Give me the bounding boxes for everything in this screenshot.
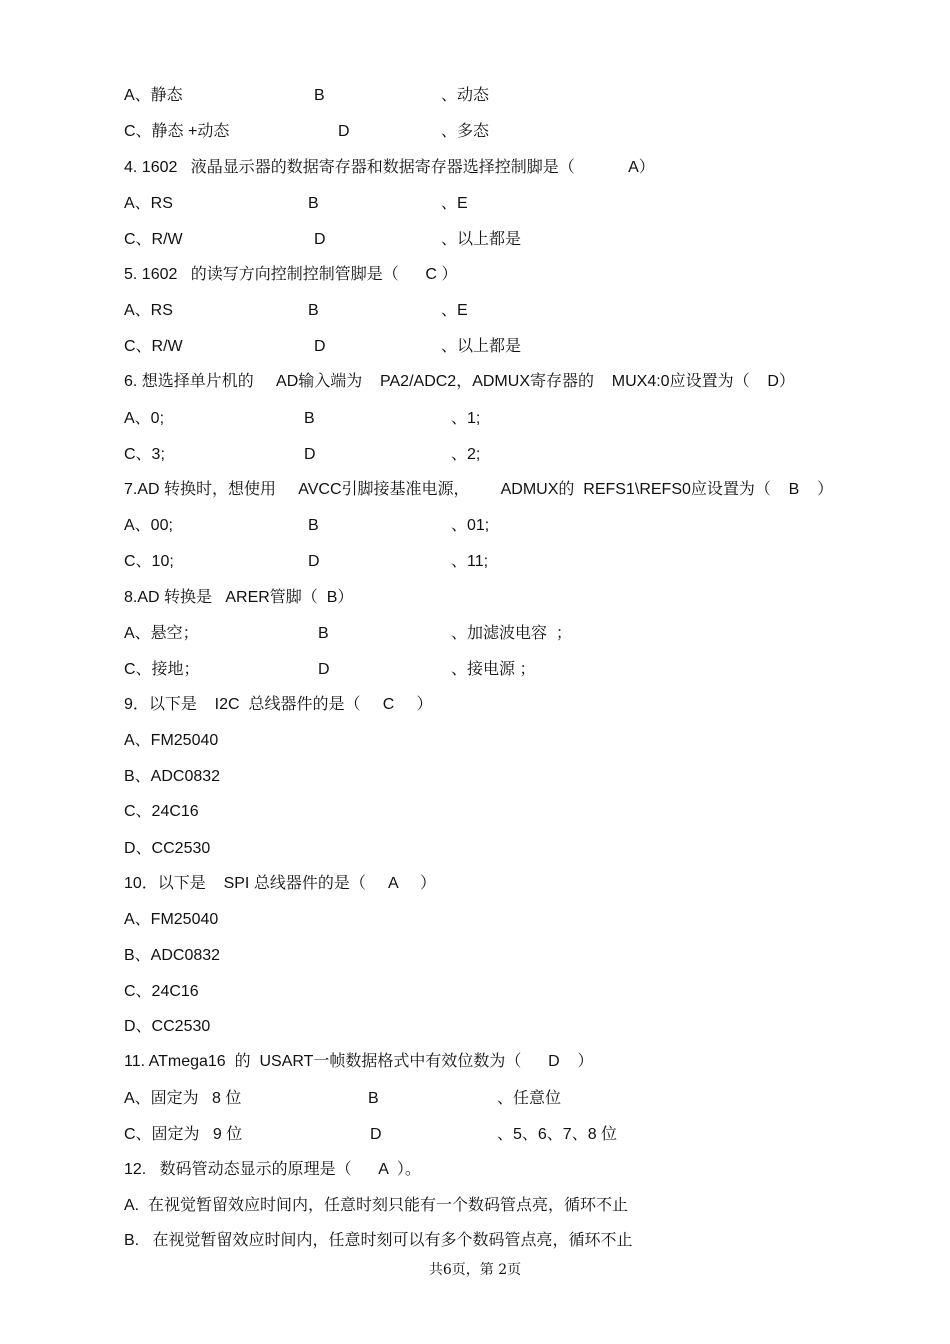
answer-option-letter: B [314, 87, 325, 104]
answer-option: A、悬空； [124, 625, 199, 642]
answer-option: 、1; [451, 410, 481, 427]
answer-option: 、5、6、7、8 位 [497, 1126, 618, 1143]
question-stem: 4. 1602 液晶显示器的数据寄存器和数据寄存器选择控制脚是（ A） [124, 159, 655, 176]
answer-option-letter: B [368, 1090, 379, 1107]
answer-option-letter: D [338, 123, 350, 140]
answer-option: C、3; [124, 446, 165, 463]
answer-option: A、00; [124, 517, 173, 534]
question-stem: 8.AD 转换是 ARER管脚（ B） [124, 589, 354, 606]
answer-option-letter: D [314, 338, 326, 355]
question-stem: 6. 想选择单片机的 AD输入端为 PA2/ADC2，ADMUX寄存器的 MUX4:0应设置为（ D） [124, 373, 795, 390]
answer-option: D、CC2530 [124, 840, 211, 857]
answer-option-letter: B [304, 410, 315, 427]
answer-option: C、接地； [124, 661, 200, 678]
question-stem: 12. 数码管动态显示的原理是（ A ）。 [124, 1161, 421, 1178]
answer-option: 、加滤波电容 ； [451, 625, 572, 642]
answer-option: B. 在视觉暂留效应时间内，任意时刻可以有多个数码管点亮，循环不止 [124, 1232, 633, 1249]
answer-option: 、接电源 ； [451, 661, 536, 678]
answer-option: A. 在视觉暂留效应时间内，任意时刻只能有一个数码管点亮，循环不止 [124, 1197, 629, 1214]
question-stem: 9．以下是 I2C 总线器件的是（ C ） [124, 696, 433, 713]
answer-option-letter: D [304, 446, 316, 463]
answer-option: D、CC2530 [124, 1018, 211, 1035]
answer-option: 、E [441, 195, 468, 212]
answer-option: B、ADC0832 [124, 768, 221, 785]
answer-option: A、静态 [124, 87, 183, 104]
answer-option: A、FM25040 [124, 911, 219, 928]
answer-option: 、以上都是 [441, 338, 522, 355]
answer-option: A、FM25040 [124, 732, 219, 749]
answer-option: A、0; [124, 410, 165, 427]
answer-option-letter: B [308, 195, 319, 212]
answer-option: A、固定为 8 位 [124, 1090, 242, 1107]
answer-option: C、静态 +动态 [124, 123, 230, 140]
answer-option: A、RS [124, 302, 173, 319]
answer-option-letter: D [308, 553, 320, 570]
answer-option: C、24C16 [124, 983, 199, 1000]
answer-option: 、E [441, 302, 468, 319]
answer-option: 、多态 [441, 123, 490, 140]
answer-option: 、2; [451, 446, 481, 463]
page-footer: 共6页，第 2页 [428, 1262, 522, 1278]
answer-option-letter: B [318, 625, 329, 642]
answer-option-letter: B [308, 517, 319, 534]
answer-option: C、24C16 [124, 803, 199, 820]
question-stem: 10．以下是 SPI 总线器件的是（ A ） [124, 875, 437, 892]
answer-option: 、11; [451, 553, 489, 570]
question-stem: 7.AD 转换时，想使用 AVCC引脚接基准电源， ADMUX的 REFS1\REFS0应设置为（ B ） [124, 481, 834, 498]
answer-option: 、任意位 [497, 1090, 562, 1107]
answer-option: C、R/W [124, 231, 183, 248]
question-stem: 5. 1602 的读写方向控制控制管脚是（ C ） [124, 266, 458, 283]
answer-option: 、01; [451, 517, 490, 534]
question-stem: 11. ATmega16 的 USART一帧数据格式中有效位数为（ D ） [124, 1053, 594, 1070]
answer-option: C、R/W [124, 338, 183, 355]
answer-option: A、RS [124, 195, 173, 212]
answer-option: 、动态 [441, 87, 490, 104]
answer-option: C、10; [124, 553, 174, 570]
answer-option: B、ADC0832 [124, 947, 221, 964]
answer-option-letter: D [370, 1126, 382, 1143]
answer-option-letter: D [314, 231, 326, 248]
answer-option-letter: B [308, 302, 319, 319]
answer-option: 、以上都是 [441, 231, 522, 248]
answer-option: C、固定为 9 位 [124, 1126, 243, 1143]
answer-option-letter: D [318, 661, 330, 678]
